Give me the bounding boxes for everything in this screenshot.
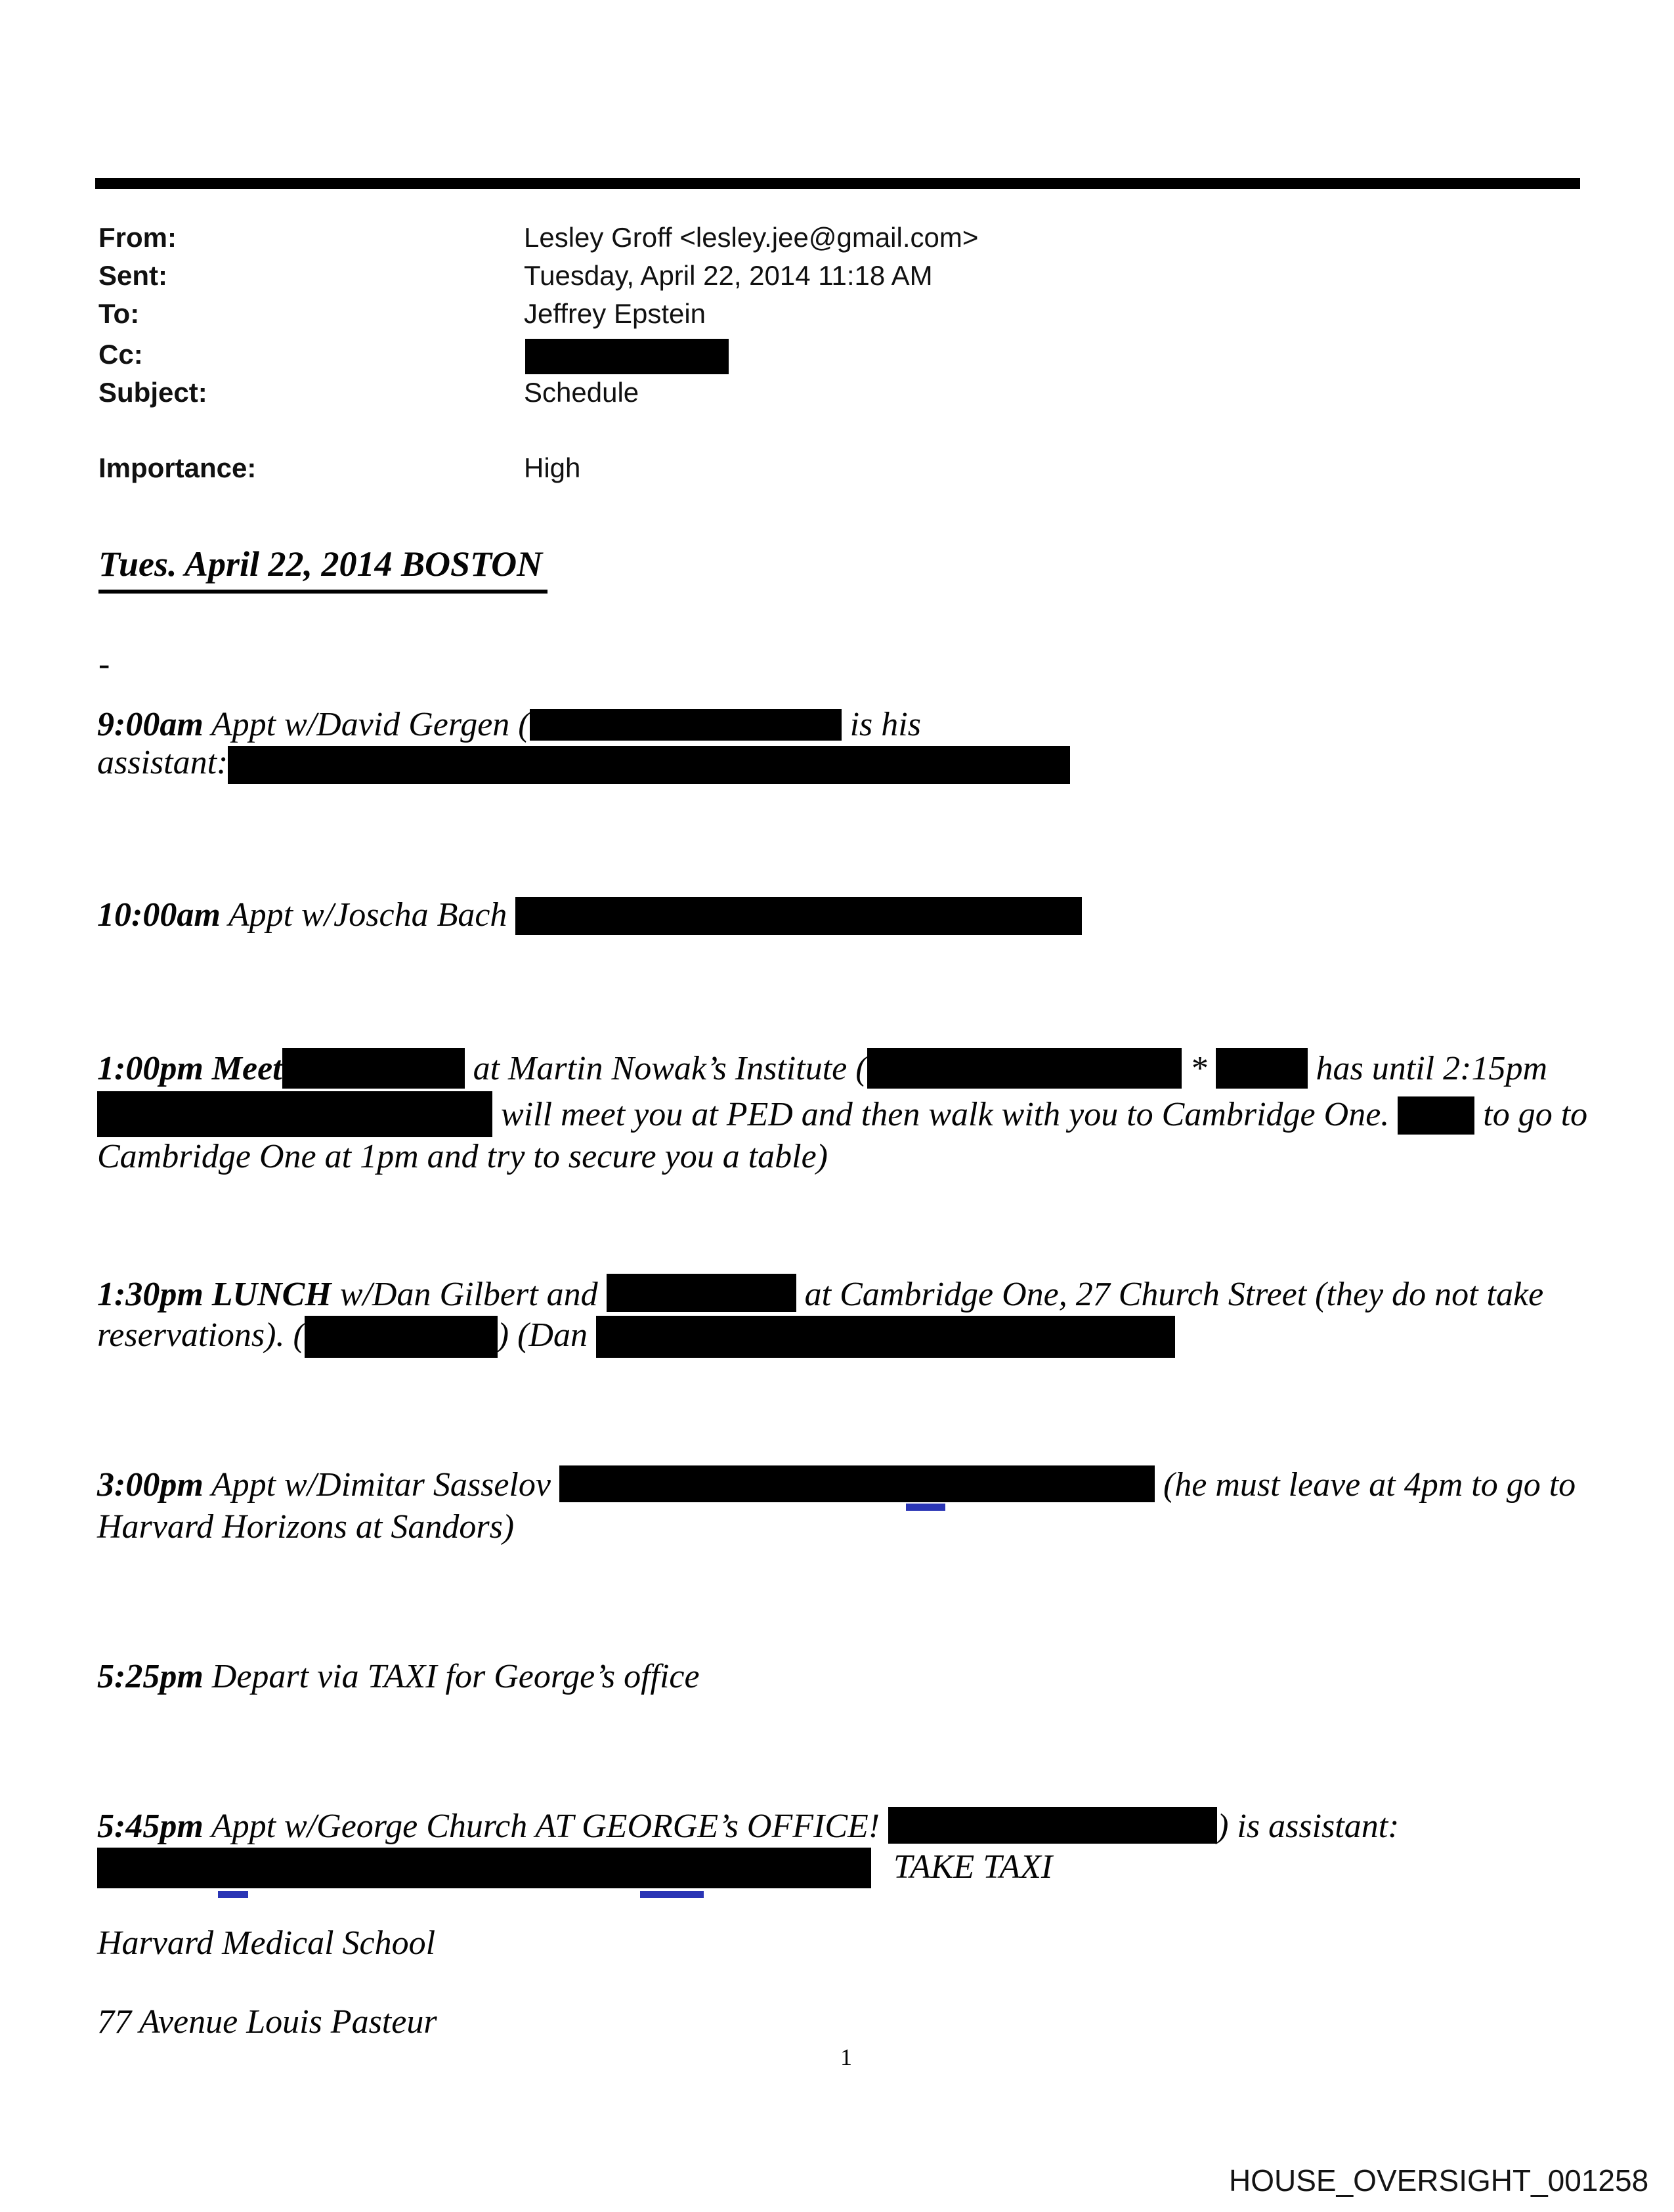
schedule-text: ) is assistant: [1217, 1808, 1400, 1845]
header-row-importance [98, 452, 580, 485]
schedule-line-545pm-2 [97, 1848, 1052, 1888]
schedule-line-545pm-1 [97, 1807, 1399, 1846]
subject-value: Schedule [524, 377, 639, 408]
sent-value: Tuesday, April 22, 2014 11:18 AM [524, 260, 933, 291]
header-row-to [98, 297, 706, 330]
importance-label: Importance: [98, 452, 257, 483]
schedule-text: w/Dan Gilbert and [331, 1276, 607, 1313]
header-row-subject [98, 376, 639, 409]
time-label: 9:00am [97, 706, 204, 743]
page-number: 1 [840, 2044, 852, 2070]
time-label: 1:30pm LUNCH [97, 1276, 332, 1313]
redaction-box [867, 1048, 1182, 1089]
schedule-text: Depart via TAXI for George’s office [203, 1658, 700, 1695]
address-line-1 [97, 1924, 435, 1963]
schedule-line-130pm-1 [97, 1274, 1543, 1314]
schedule-line-3pm-2 [97, 1507, 514, 1547]
schedule-line-9am-1 [97, 705, 921, 745]
schedule-text: 77 Avenue Louis Pasteur [97, 2003, 437, 2041]
redaction-box [228, 746, 1070, 784]
partially-visible-text-remnant [640, 1891, 704, 1898]
time-label: 5:45pm [97, 1808, 204, 1845]
redaction-box [305, 1316, 498, 1358]
schedule-text: TAKE TAXI [893, 1848, 1053, 1886]
schedule-text: has until 2:15pm [1307, 1050, 1547, 1087]
to-label: To: [98, 298, 140, 329]
from-value: Lesley Groff <lesley.jee@gmail.com> [524, 222, 979, 253]
redaction-box [559, 1465, 1155, 1502]
time-label: 10:00am [97, 896, 221, 934]
redaction-box [888, 1807, 1217, 1844]
address-line-2 [97, 2003, 437, 2042]
schedule-line-525pm [97, 1657, 700, 1697]
schedule-text: Cambridge One at 1pm and try to secure you a table) [97, 1138, 828, 1175]
schedule-line-10am [97, 896, 1082, 935]
schedule-line-1pm-3 [97, 1137, 828, 1177]
redaction-box [515, 897, 1082, 935]
schedule-text: Harvard Horizons at Sandors) [97, 1508, 515, 1546]
schedule-line-9am-2 [97, 743, 1070, 784]
schedule-line-3pm-1 [97, 1465, 1576, 1505]
redaction-box [530, 709, 842, 741]
schedule-text: * [1181, 1050, 1216, 1087]
schedule-date-heading: Tues. April 22, 2014 BOSTON [98, 544, 547, 594]
redaction-box [607, 1274, 796, 1312]
schedule-text: (he must leave at 4pm to go to [1154, 1466, 1576, 1504]
schedule-text: Appt w/Dimitar Sasselov [203, 1466, 559, 1504]
schedule-text: at Cambridge One, 27 Church Street (they do not take [796, 1276, 1544, 1313]
schedule-line-1pm-1 [97, 1048, 1547, 1089]
sent-label: Sent: [98, 260, 167, 291]
dash-line: - [98, 645, 110, 683]
to-value: Jeffrey Epstein [524, 298, 706, 329]
schedule-text: reservations). ( [97, 1316, 305, 1354]
schedule-text: Appt w/David Gergen ( [203, 706, 530, 743]
cc-redaction-box [525, 339, 729, 374]
redaction-box [97, 1848, 871, 1888]
redaction-box [97, 1091, 492, 1137]
redaction-box [282, 1048, 465, 1089]
schedule-text: Appt w/George Church AT GEORGE’s OFFICE! [203, 1808, 889, 1845]
schedule-line-130pm-2 [97, 1316, 1175, 1358]
cc-label: Cc: [98, 339, 143, 370]
schedule-text: will meet you at PED and then walk with you to Cambridge One. [492, 1096, 1398, 1133]
schedule-line-1pm-2 [97, 1091, 1587, 1137]
partially-visible-text-remnant [218, 1891, 248, 1898]
redaction-box [596, 1316, 1175, 1358]
header-row-sent [98, 259, 933, 292]
from-label: From: [98, 222, 177, 253]
time-label: 1:00pm Meet [97, 1050, 282, 1087]
redaction-box [1216, 1048, 1308, 1089]
schedule-text: is his [841, 706, 921, 743]
schedule-text: ) (Dan [497, 1316, 596, 1354]
schedule-text: to go to [1474, 1096, 1588, 1133]
schedule-text: Appt w/Joscha Bach [220, 896, 516, 934]
bates-stamp: HOUSE_OVERSIGHT_001258 [1229, 2163, 1649, 2198]
importance-value: High [524, 452, 581, 483]
partially-visible-text-remnant [906, 1504, 945, 1511]
schedule-text: at Martin Nowak’s Institute ( [464, 1050, 867, 1087]
redaction-box [1398, 1096, 1474, 1135]
time-label: 3:00pm [97, 1466, 204, 1504]
header-row-from [98, 221, 978, 254]
header-divider-rule [95, 178, 1580, 189]
subject-label: Subject: [98, 377, 207, 408]
schedule-text: Harvard Medical School [97, 1924, 436, 1962]
schedule-text: assistant: [97, 744, 228, 781]
header-row-cc [98, 338, 524, 371]
time-label: 5:25pm [97, 1658, 204, 1695]
